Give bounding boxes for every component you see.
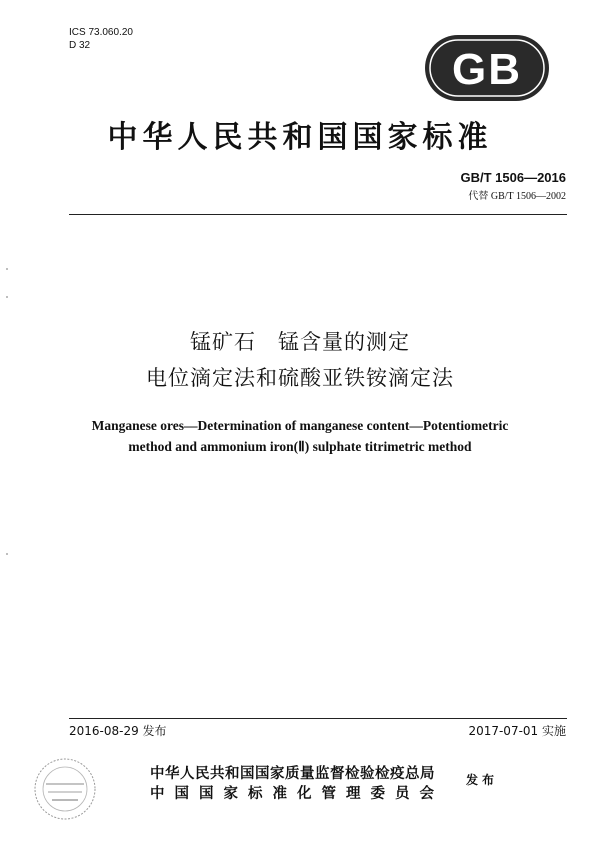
watermark-stamp (30, 754, 100, 824)
footer-divider (69, 718, 567, 719)
replaces-standard: 代替 GB/T 1506—2002 (468, 191, 566, 202)
ccs-code: D 32 (69, 40, 91, 51)
header-divider (69, 214, 567, 215)
title-chinese-line-2: 电位滴定法和硫酸亚铁铵滴定法 (146, 366, 454, 390)
implementation-date: 2017-07-01 实施 (468, 724, 566, 738)
scan-mark (6, 553, 8, 555)
title-english-line-1: Manganese ores—Determination of manganese content—Potentiometric (91, 418, 509, 433)
issued-label: 发布 (466, 773, 499, 787)
title-english-line-2: method and ammonium iron(Ⅱ) sulphate titrimetric method (128, 439, 472, 454)
classification-codes (69, 26, 133, 52)
title-chinese-line-1: 锰矿石 锰含量的测定 (190, 330, 410, 354)
issuer-sac: 中国国家标准化管理委员会 (150, 785, 444, 802)
scan-mark (6, 296, 8, 298)
publish-date: 2016-08-29 发布 (69, 724, 167, 738)
standard-code-block (460, 170, 566, 202)
scan-mark (6, 268, 8, 270)
standard-number: GB/T 1506—2016 (460, 170, 566, 185)
issuer-aqsiq: 中华人民共和国国家质量监督检验检疫总局 (150, 765, 435, 782)
gb-logo (424, 34, 550, 102)
ics-code: ICS 73.060.20 (69, 27, 133, 38)
national-standard-title: 中华人民共和国国家标准 (107, 120, 493, 155)
gb-logo-text: GB (452, 45, 522, 94)
